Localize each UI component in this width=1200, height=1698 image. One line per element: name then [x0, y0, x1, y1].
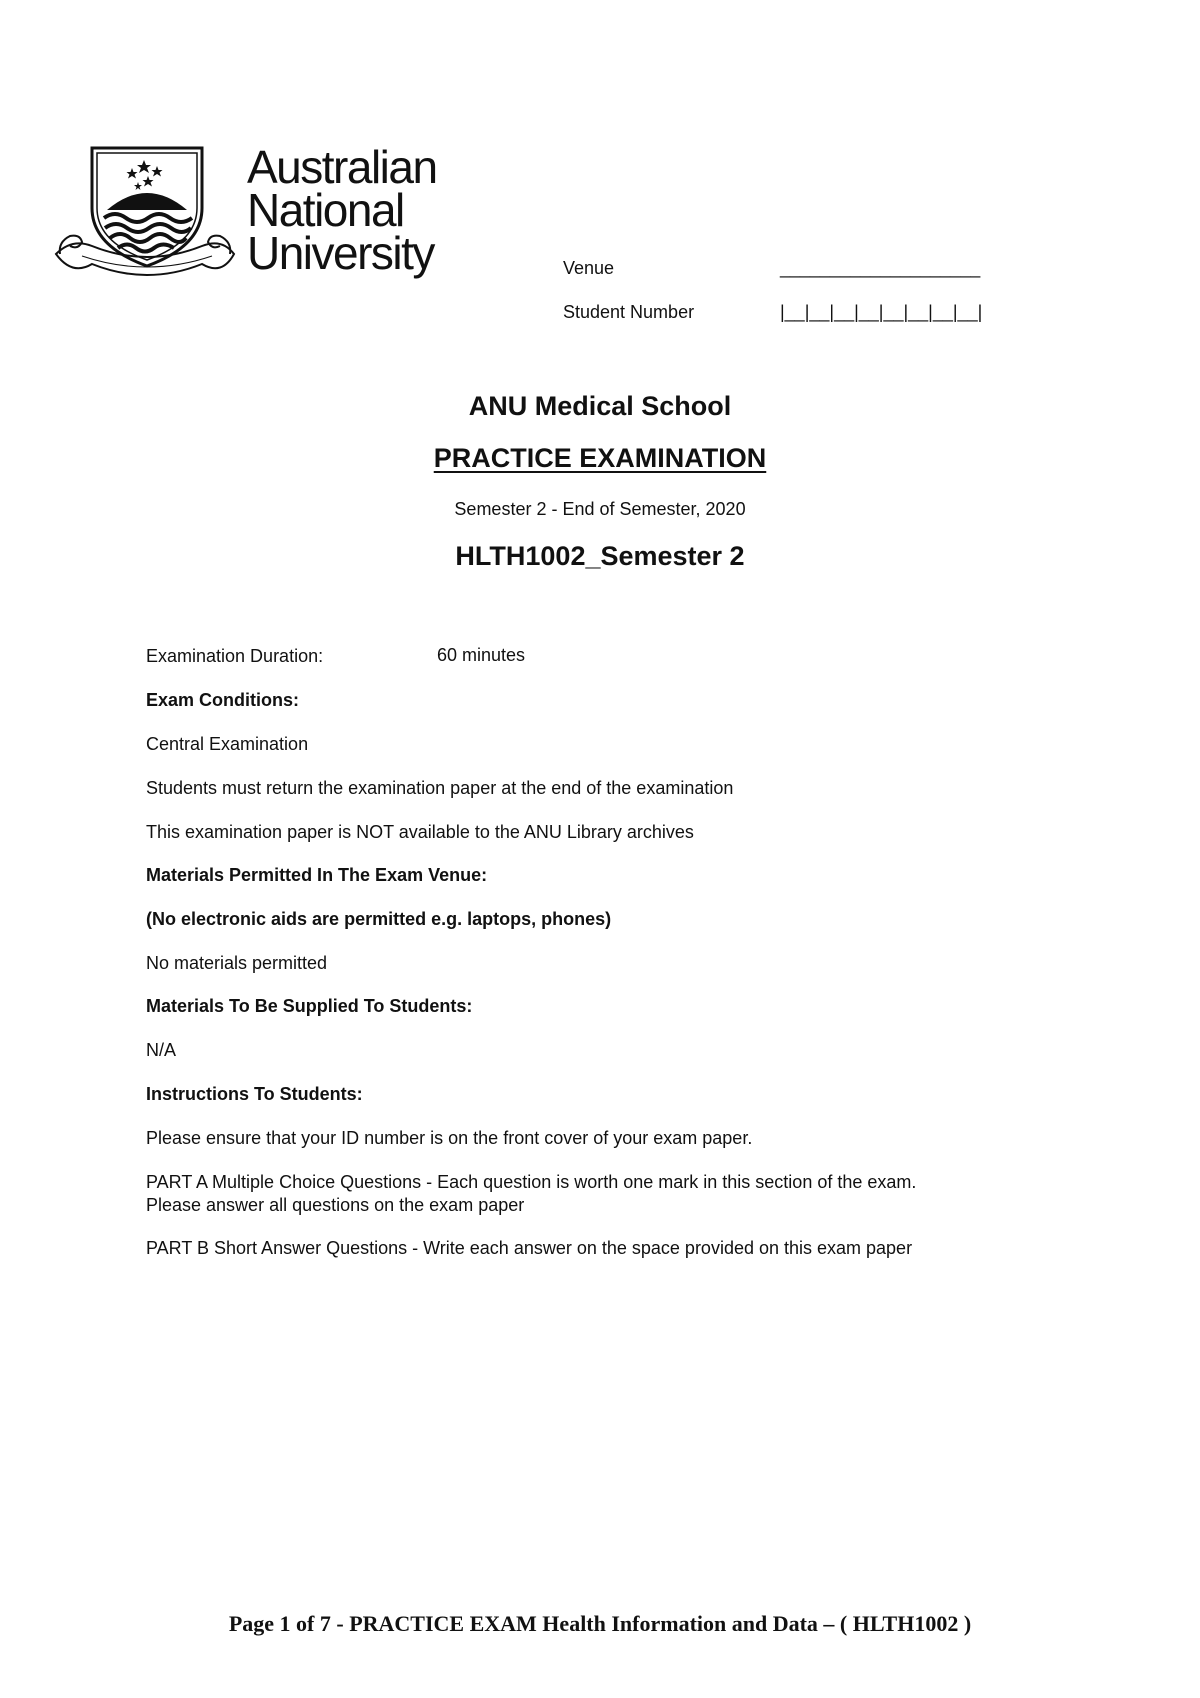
wordmark-line-1: Australian [247, 141, 437, 193]
materials-permitted-value: No materials permitted [146, 953, 328, 973]
page-footer: Page 1 of 7 - PRACTICE EXAM Health Information and Data – ( HLTH1002 ) [228, 1611, 972, 1636]
venue-label: Venue [563, 258, 615, 278]
student-number-boxes: |__|__|__|__|__|__|__|__| [780, 302, 983, 322]
school-name: ANU Medical School [468, 391, 732, 421]
condition-item: This examination paper is NOT available to the ANU Library archives [146, 822, 694, 842]
materials-supplied-heading: Materials To Be Supplied To Students: [146, 996, 473, 1016]
materials-permitted-note: (No electronic aids are permitted e.g. laptops, phones) [146, 909, 612, 929]
student-number-field [563, 302, 983, 323]
instructions-heading: Instructions To Students: [146, 1084, 363, 1104]
instruction-item: Please answer all questions on the exam paper [146, 1195, 525, 1215]
duration-label: Examination Duration: [146, 646, 324, 666]
venue-field [563, 258, 981, 279]
condition-item: Students must return the examination paper at the end of the examination [146, 778, 734, 798]
course-code: HLTH1002_Semester 2 [455, 541, 745, 571]
anu-logo [52, 141, 472, 286]
wordmark-line-2: National [247, 184, 404, 236]
anu-crest-icon [52, 146, 237, 286]
condition-item: Central Examination [146, 734, 309, 754]
exam-title: PRACTICE EXAMINATION [433, 443, 767, 473]
materials-permitted-heading: Materials Permitted In The Exam Venue: [146, 865, 488, 885]
instruction-item: Please ensure that your ID number is on the front cover of your exam paper. [146, 1128, 753, 1148]
semester-line: Semester 2 - End of Semester, 2020 [454, 499, 746, 519]
duration-value: 60 minutes [437, 645, 526, 665]
university-wordmark [247, 141, 437, 279]
instruction-item: PART B Short Answer Questions - Write each answer on the space provided on this exam paper [146, 1238, 913, 1258]
materials-supplied-value: N/A [146, 1040, 177, 1060]
venue-blank: ____________________ [780, 258, 981, 278]
wordmark-line-3: University [247, 227, 434, 279]
conditions-heading: Exam Conditions: [146, 690, 300, 710]
instruction-item: PART A Multiple Choice Questions - Each question is worth one mark in this section of the exam. [146, 1172, 917, 1192]
student-number-label: Student Number [563, 302, 695, 322]
